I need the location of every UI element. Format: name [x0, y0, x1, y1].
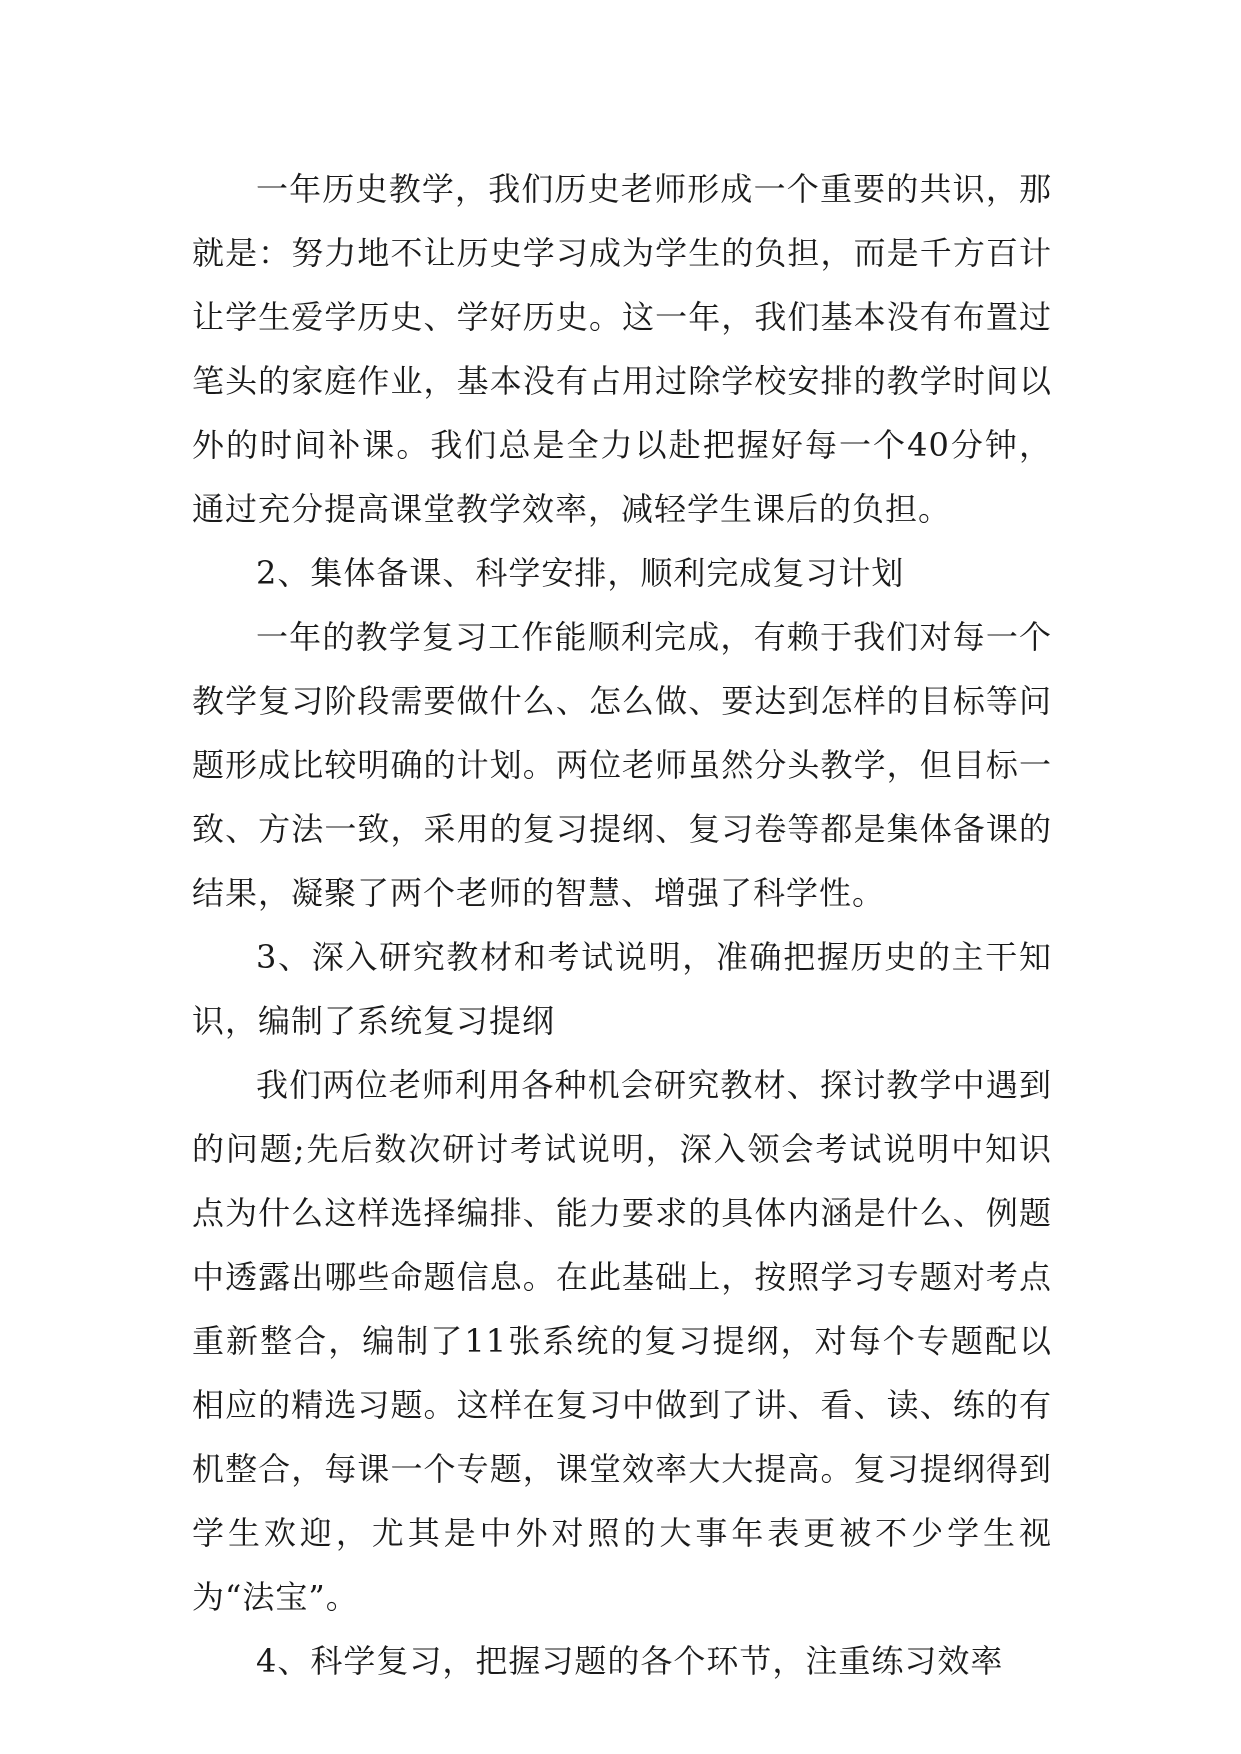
section-heading-2: 2、集体备课、科学安排，顺利完成复习计划 [256, 554, 905, 592]
paragraph-review-outline: 我们两位老师利用各种机会研究教材、探讨教学中遇到的问题;先后数次研讨考试说明，深入领会考试说明中知识点为什么这样选择编排、能力要求的具体内涵是什么、例题中透露出哪些命题信息。在此基础上，按照学习专题对考点重新整合，编制了11张系统的复习提纲，对每个专题配以相应的精选习题。这样在复习中做到了讲、看、读、练的有机整合，每课一个专题，课堂效率大大提高。复习提纲得到学生欢迎，尤其是中外对照的大事年表更被不少学生视为“法宝”。 [192, 1066, 1052, 1616]
paragraph-consensus: 一年历史教学，我们历史老师形成一个重要的共识，那就是：努力地不让历史学习成为学生的负担，而是千方百计让学生爱学历史、学好历史。这一年，我们基本没有布置过笔头的家庭作业，基本没有占用过除学校安排的教学时间以外的时间补课。我们总是全力以赴把握好每一个40分钟，通过充分提高课堂教学效率，减轻学生课后的负担。 [192, 170, 1052, 528]
section-heading-4: 4、科学复习，把握习题的各个环节，注重练习效率 [256, 1642, 1004, 1680]
section-heading-3: 3、深入研究教材和考试说明，准确把握历史的主干知识，编制了系统复习提纲 [192, 938, 1052, 1040]
paragraph-review-plan: 一年的教学复习工作能顺利完成，有赖于我们对每一个教学复习阶段需要做什么、怎么做、要达到怎样的目标等问题形成比较明确的计划。两位老师虽然分头教学，但目标一致、方法一致，采用的复习提纲、复习卷等都是集体备课的结果，凝聚了两个老师的智慧、增强了科学性。 [192, 618, 1052, 912]
document-body [192, 157, 1052, 1693]
